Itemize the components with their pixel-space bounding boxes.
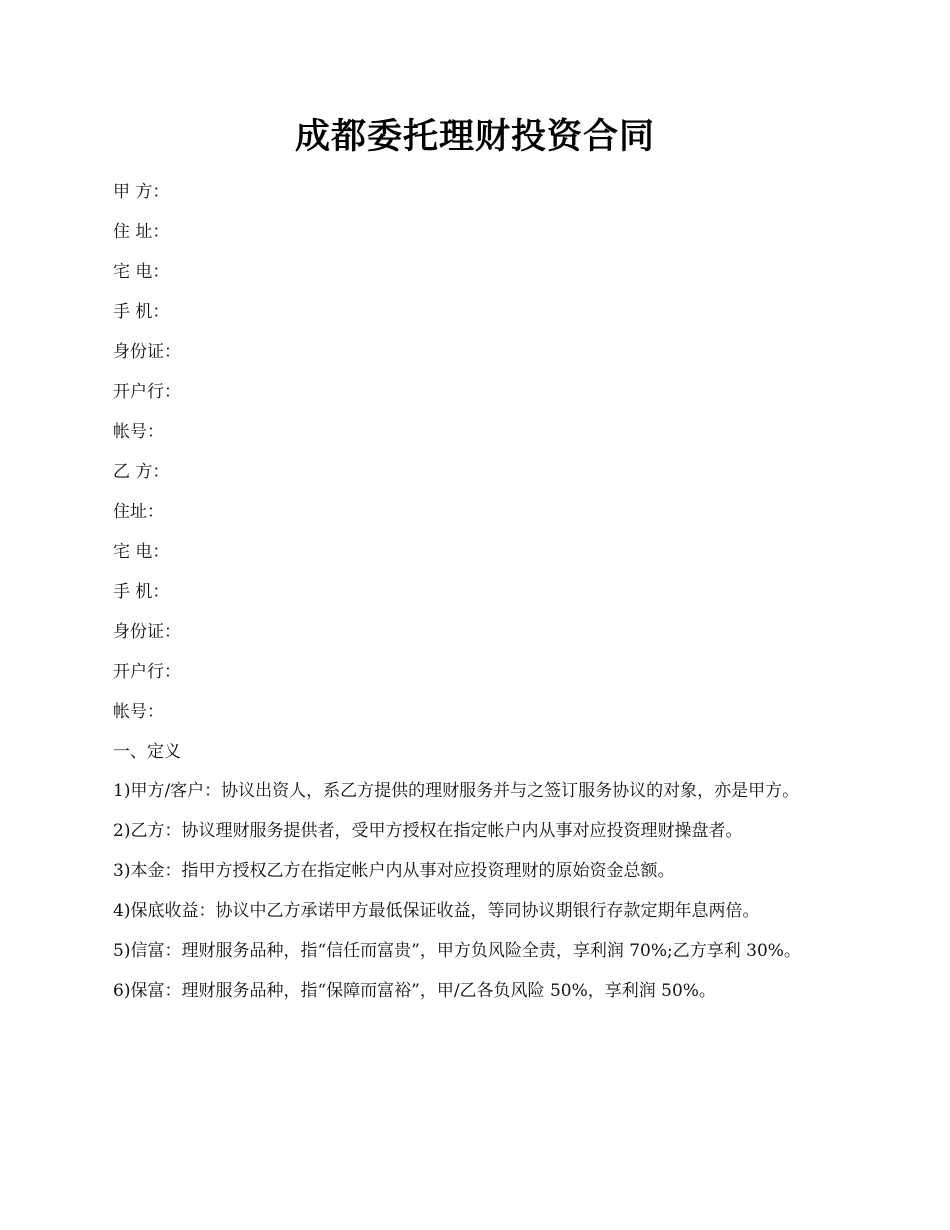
party-a-bank-field: 开户行： bbox=[113, 382, 181, 402]
party-b-account-field: 帐号： bbox=[113, 702, 164, 722]
document-body bbox=[113, 180, 828, 1020]
definition-item: 6)保富：理财服务品种，指“保障而富裕”，甲/乙各负风险 50%，享利润 50%。 bbox=[113, 981, 716, 1001]
party-a-mobile-field: 手 机： bbox=[113, 302, 170, 322]
party-b-home-phone-field: 宅 电： bbox=[113, 542, 170, 562]
definition-item: 5)信富：理财服务品种，指“信任而富贵”，甲方负风险全责，享利润 70%;乙方享利 30%。 bbox=[113, 941, 801, 961]
section-heading-definitions: 一、定义 bbox=[113, 742, 181, 762]
party-b-id-card-field: 身份证： bbox=[113, 622, 181, 642]
party-a-home-phone-field: 宅 电： bbox=[113, 262, 170, 282]
definition-item: 3)本金：指甲方授权乙方在指定帐户内从事对应投资理财的原始资金总额。 bbox=[113, 861, 675, 881]
party-b-name-field: 乙 方： bbox=[113, 462, 170, 482]
definition-item: 2)乙方：协议理财服务提供者，受甲方授权在指定帐户内从事对应投资理财操盘者。 bbox=[113, 821, 743, 841]
party-b-address-field: 住址： bbox=[113, 502, 164, 522]
definition-item: 4)保底收益：协议中乙方承诺甲方最低保证收益，等同协议期银行存款定期年息两倍。 bbox=[113, 901, 760, 921]
document-title: 成都委托理财投资合同 bbox=[294, 116, 655, 157]
party-a-account-field: 帐号： bbox=[113, 422, 164, 442]
definition-item: 1)甲方/客户：协议出资人，系乙方提供的理财服务并与之签订服务协议的对象，亦是甲方。 bbox=[113, 781, 800, 801]
party-a-name-field: 甲 方： bbox=[113, 182, 170, 202]
party-b-bank-field: 开户行： bbox=[113, 662, 181, 682]
party-a-id-card-field: 身份证： bbox=[113, 342, 181, 362]
party-a-address-field: 住 址： bbox=[113, 222, 170, 242]
party-b-mobile-field: 手 机： bbox=[113, 582, 170, 602]
